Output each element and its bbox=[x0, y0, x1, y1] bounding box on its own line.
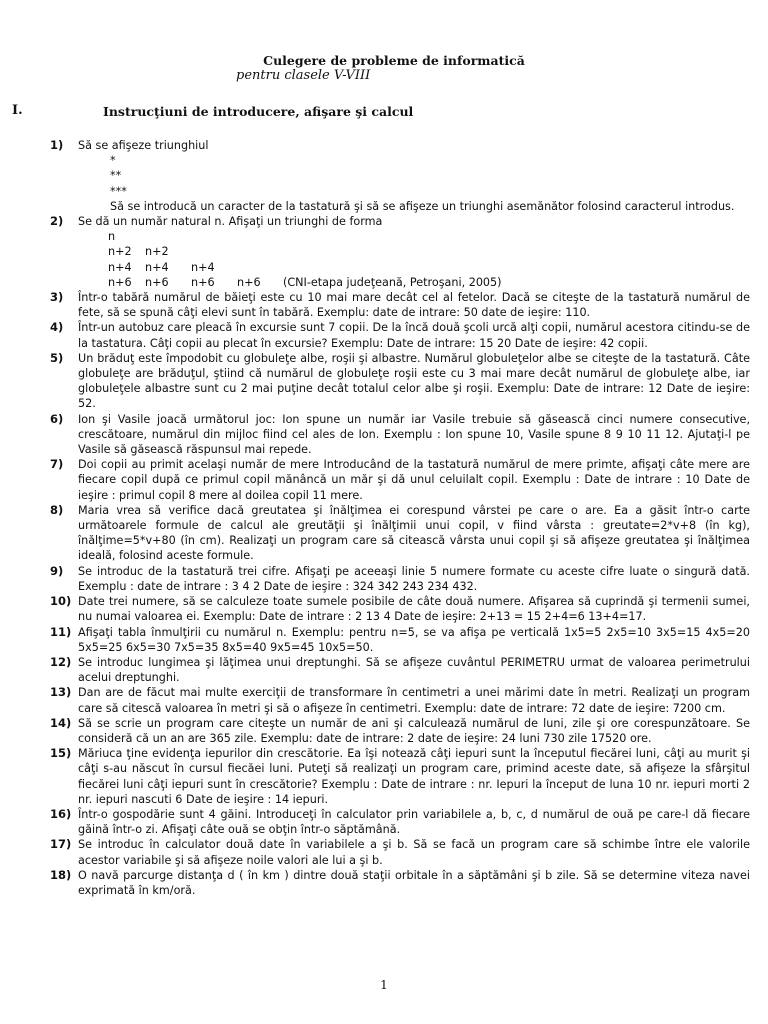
problem-number: 12) bbox=[50, 654, 72, 669]
problem-text: Se introduc în calculator două date în variabilele a şi b. Să se facă un program care să schimbe între ele valorile acestor variabile şi să afişeze noile valori ale lui a şi b. bbox=[78, 838, 750, 867]
sequence-line bbox=[78, 244, 750, 259]
triangle-line: *** bbox=[110, 184, 127, 198]
sequence-term: n+2 bbox=[145, 245, 169, 259]
sequence-line bbox=[78, 229, 750, 244]
problem-text: Într-o gospodărie sunt 4 găini. Introduceţi în calculator prin variabilele a, b, c, d numărul de ouă pe care-l dă fiecare găină într-o zi. Afişaţi câte ouă se obţin într-o săptămână. bbox=[78, 807, 750, 837]
problem-list bbox=[0, 138, 768, 898]
problem-item bbox=[0, 351, 750, 412]
problem-item bbox=[0, 503, 750, 564]
problem-item bbox=[0, 564, 750, 594]
problem-item bbox=[0, 746, 750, 807]
problem-text: Într-o tabără numărul de băieţi este cu 10 mai mare decât cel al fetelor. Dacă se citeşte de la tastatură numărul de fete, să se spună câţi elevi sunt în tabără. Exemplu: date de intrare: 50 date de ieşire: 110. bbox=[78, 291, 750, 320]
sequence-term: n+6 bbox=[108, 275, 132, 289]
problem-item bbox=[0, 625, 750, 655]
document-subtitle: pentru clasele V-VIII bbox=[236, 68, 371, 83]
section-number: I. bbox=[12, 103, 23, 118]
problem-item bbox=[0, 214, 750, 290]
problem-extra-text: Să se introducă un caracter de la tastatură şi să se afişeze un triunghi asemănător folosind caracterul introdus. bbox=[110, 199, 735, 213]
problem-text: Măriuca ţine evidenţa iepurilor din crescătorie. Ea îşi notează câţi iepuri sunt la începutul fiecărei luni, câţi au murit şi câţi s-au născut în cursul fiecăei luni. Puteţi să realizaţi un program care, primind aceste date, să afişeze la sfârşitul fiecărei luni câţi iepuri sunt în crescătorie? Exemplu : Date de intrare : nr. Iepuri la început de luna 10 nr. iepuri morti 2 nr. iepuri nascuti 6 Date de ieşire : 14 iepuri. bbox=[78, 747, 750, 806]
problem-item bbox=[0, 290, 750, 320]
problem-item bbox=[0, 807, 750, 837]
problem-number: 7) bbox=[50, 457, 64, 472]
problem-item bbox=[0, 655, 750, 685]
problem-text: O navă parcurge distanţa d ( în km ) dintre două staţii orbitale în a săptămâni şi b zile. Să se determine viteza navei exprimată în km/oră. bbox=[78, 868, 750, 897]
problem-number: 2) bbox=[50, 214, 64, 229]
problem-text: Se introduc lungimea şi lăţimea unui dreptunghi. Să se afişeze cuvântul PERIMETRU urmat de valoarea perimetrului acelui dreptunghi. bbox=[78, 655, 750, 685]
document-title: Culegere de probleme de informatică bbox=[263, 53, 525, 68]
problem-number: 5) bbox=[50, 350, 64, 365]
problem-text: Date trei numere, să se calculeze toate sumele posibile de câte două numere. Afişarea să cuprindă şi termenii sumei, nu numai valoarea ei. Exemplu: Date de intrare : 2 13 4 Date de ieşire: 2+13 = 15 2+4=6 13+4=17. bbox=[78, 595, 750, 624]
sequence-term: n+6 bbox=[237, 275, 261, 289]
section-title: Instrucţiuni de introducere, afişare şi calcul bbox=[103, 104, 414, 119]
problem-text: Într-un autobuz care pleacă în excursie sunt 7 copii. De la încă două şcoli urcă alţi copii, numărul acestora citindu-se de la tastatura. Câţi copii au plecat în excursie? Exemplu: Date de intrare: 15 20 Date de ieşire: 42 copii. bbox=[78, 321, 750, 350]
problem-item bbox=[0, 837, 750, 867]
problem-number: 9) bbox=[50, 563, 64, 578]
sequence-term: n bbox=[108, 230, 116, 244]
sequence-line bbox=[78, 260, 750, 275]
sequence-term: n+4 bbox=[191, 260, 215, 274]
problem-number: 4) bbox=[50, 320, 64, 335]
problem-text: Dan are de făcut mai multe exerciţii de transformare în centimetri a unei mărimi date în metri. Realizaţi un program care să citescă valoarea în metri şi să o afişeze în centimetri. Exemplu: date de intrare: 72 date de ieşire: 7200 cm. bbox=[78, 686, 750, 715]
problem-text: Să se scrie un program care citeşte un număr de ani şi calculează numărul de luni, zile şi ore corespunzătoare. Se consideră că un an are 365 zile. Exemplu: date de intrare: 2 date de ieşire: 24 luni 730 zile 17520 ore. bbox=[78, 716, 750, 745]
problem-text: Să se afişeze triunghiul bbox=[78, 139, 209, 152]
problem-text: Se dă un număr natural n. Afişaţi un triunghi de forma bbox=[78, 215, 383, 229]
problem-text: Ion şi Vasile joacă următorul joc: Ion spune un număr iar Vasile trebuie să găsească cinci numere consecutive, crescătoare, numărul din mijloc fiind cel ales de Ion. Exemplu : Ion spune 10, Vasile spune 8 9 10 11 12. Ajutaţi-l pe Vasile să găsească răspunsul mai repede. bbox=[78, 412, 750, 457]
problem-item bbox=[0, 868, 750, 898]
problem-text: Se introduc de la tastatură trei cifre. Afişaţi pe aceeaşi linie 5 numere formate cu aceste cifre luate o singură dată. Exemplu : date de intrare : 3 4 2 Date de ieşire : 324 342 243 234 432. bbox=[78, 564, 750, 593]
problem-number: 17) bbox=[50, 837, 72, 852]
problem-number: 11) bbox=[50, 624, 72, 639]
problem-item bbox=[0, 457, 750, 503]
problem-number: 18) bbox=[50, 867, 72, 882]
problem-number: 6) bbox=[50, 411, 64, 426]
problem-item bbox=[0, 716, 750, 746]
sequence-term: n+2 bbox=[108, 245, 132, 259]
problem-number: 3) bbox=[50, 290, 64, 305]
problem-item bbox=[0, 412, 750, 458]
sequence-term: n+6 bbox=[145, 275, 169, 289]
sequence-term: n+4 bbox=[145, 260, 169, 274]
problem-item bbox=[0, 685, 750, 715]
sequence-term: n+4 bbox=[108, 260, 132, 274]
problem-number: 15) bbox=[50, 746, 72, 761]
problem-text: Maria vrea să verifice dacă greutatea şi înălţimea ei corespund vârstei pe care o are. Ea a găsit într-o carte următoarele formule de calcul ale greutăţii şi înălţimii unui copil, v fiind vârsta : greutate=2*v+8 (în kg), înălţime=5*v+80 (în cm). Realizaţi un program care să citească vârsta unui copil şi să afişeze greutatea şi înălţimea ideală, folosind aceste formule. bbox=[78, 503, 750, 563]
problem-number: 14) bbox=[50, 715, 72, 730]
page-number: 1 bbox=[380, 978, 388, 992]
problem-item bbox=[0, 138, 750, 214]
triangle-line: ** bbox=[110, 169, 122, 183]
problem-number: 16) bbox=[50, 806, 72, 821]
sequence-term: n+6 bbox=[191, 275, 215, 289]
triangle-line: * bbox=[110, 154, 116, 168]
problem-item bbox=[0, 320, 750, 350]
source-note: (CNI-etapa judeţeană, Petroşani, 2005) bbox=[283, 275, 502, 289]
problem-number: 13) bbox=[50, 685, 72, 700]
problem-number: 1) bbox=[50, 138, 64, 152]
problem-text: Un brăduţ este împodobit cu globuleţe albe, roşii şi albastre. Numărul globuleţelor albe se citeşte de la tastatură. Câte globuleţe are brăduţul, ştiind că numărul de globuleţe roşii este cu 3 mai mare decât numărul de globuleţe albe, iar globuleţele albastre sunt cu 2 mai puţine decât totalul celor albe şi roşii. Exemplu: Date de intrare: 12 Date de ieşire: 52. bbox=[78, 351, 750, 411]
problem-number: 10) bbox=[50, 594, 72, 609]
problem-number: 8) bbox=[50, 502, 64, 517]
sequence-line bbox=[78, 275, 750, 290]
problem-text: Doi copii au primit acelaşi număr de mere Introducând de la tastatură numărul de mere primte, afişaţi câte mere are fiecare copil după ce primul copil mănâncă un măr şi dă unul celuilalt copil. Exemplu : Date de intrare : 10 Date de ieşire : primul copil 8 mere al doilea copil 11 mere. bbox=[78, 458, 750, 502]
problem-text: Afişaţi tabla înmulţirii cu numărul n. Exemplu: pentru n=5, se va afişa pe verticală 1x5=5 2x5=10 3x5=15 4x5=20 5x5=25 6x5=30 7x5=35 8x5=40 9x5=45 10x5=50. bbox=[78, 625, 750, 654]
problem-item bbox=[0, 594, 750, 624]
